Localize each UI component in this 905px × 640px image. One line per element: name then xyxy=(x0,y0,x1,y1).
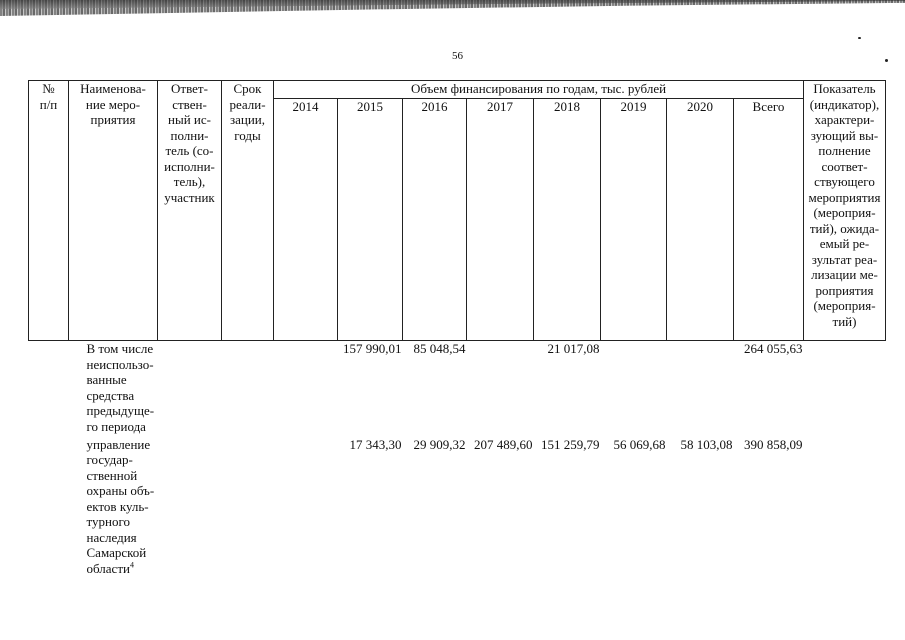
value-cell xyxy=(601,341,667,437)
scan-speck xyxy=(858,37,861,39)
header-year-2018: 2018 xyxy=(534,99,601,341)
value-cell: 85 048,54 xyxy=(413,341,466,356)
scan-speck xyxy=(885,59,888,62)
table-row xyxy=(29,341,886,437)
header-year-2020: 2020 xyxy=(667,99,734,341)
value-cell xyxy=(667,341,734,437)
value-cell: 17 343,30 xyxy=(349,436,402,452)
value-cell: 390 858,09 xyxy=(744,436,803,452)
value-cell: 21 017,08 xyxy=(547,341,600,356)
header-responsible-executor: Ответ- ствен- ный ис- полни- тель (со- исполни- тель), участник xyxy=(158,81,222,341)
header-year-2016: 2016 xyxy=(403,99,467,341)
value-cell xyxy=(274,437,338,577)
row-name-unused-funds: В том числе неиспользо- ванные средства предыдуще- го периода xyxy=(86,341,155,434)
value-cell xyxy=(274,341,338,437)
value-cell: 207 489,60 xyxy=(474,436,533,452)
row-name-heritage-protection: управление государ- ственной охраны объ- ектов куль- турного наследия Самарской области$^4$ xyxy=(86,436,155,576)
value-cell: 29 909,32 xyxy=(413,436,466,452)
header-financing-by-year: Объем финансирования по годам, тыс. рублей xyxy=(274,81,804,99)
header-activity-name: Наименова- ние меро- приятия xyxy=(69,81,158,341)
footnote-marker: 4 xyxy=(129,560,134,570)
value-cell: 264 055,63 xyxy=(744,341,803,356)
header-year-2015: 2015 xyxy=(338,99,403,341)
table-row xyxy=(29,437,886,577)
header-row-number: № п/п xyxy=(29,81,69,341)
header-indicator: Показатель (индикатор), характери- зующий вы- полнение соответ- ствующего мероприятия (мероприя- тий), ожида- емый ре- зультат реа- лизации ме- роприятия (мероприя- тий) xyxy=(804,81,886,341)
value-cell: 58 103,08 xyxy=(680,436,733,452)
header-year-2014: 2014 xyxy=(274,99,338,341)
value-cell: 56 069,68 xyxy=(613,436,666,452)
value-cell: 157 990,01 xyxy=(343,341,402,356)
value-cell: 151 259,79 xyxy=(541,436,600,452)
value-cell xyxy=(467,341,534,437)
page-number: 56 xyxy=(452,50,463,62)
financing-table xyxy=(28,80,886,576)
header-year-2019: 2019 xyxy=(601,99,667,341)
header-total: Всего xyxy=(734,99,804,341)
header-year-2017: 2017 xyxy=(467,99,534,341)
header-implementation-term: Срок реали- зации, годы xyxy=(222,81,274,341)
